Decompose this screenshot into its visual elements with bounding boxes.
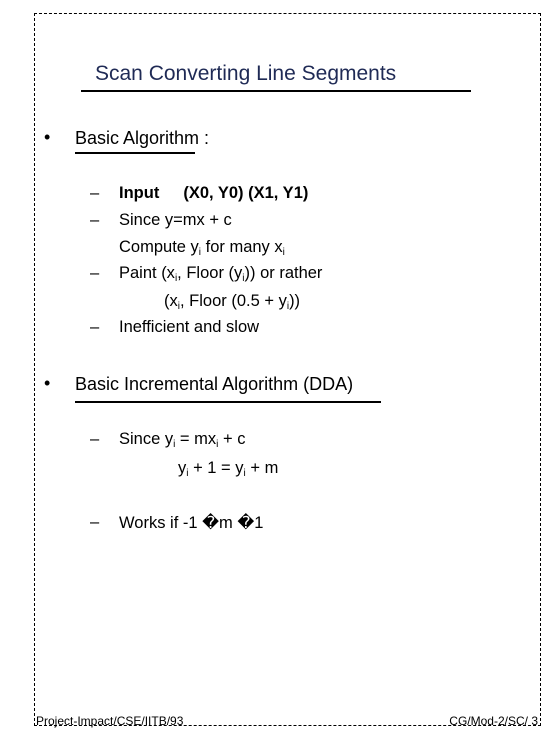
- item-dda-since: Since $y_i = mx_i + c$: [119, 430, 246, 450]
- input-value: (X0, Y0) (X1, Y1): [183, 184, 309, 202]
- bullet-basic-algorithm: Basic Algorithm :: [75, 128, 210, 148]
- item-paint-rather: ($x_i$, Floor $(0.5 + y_i)$): [164, 292, 301, 312]
- dash: –: [90, 264, 100, 282]
- item-compute: Compute $y_i$ for many $x_i$: [119, 238, 285, 258]
- title-underline: [81, 90, 471, 92]
- dash: –: [90, 430, 100, 448]
- dash: –: [90, 211, 100, 229]
- bullet-dot: •: [44, 373, 51, 393]
- bullet-dot: •: [44, 127, 51, 147]
- bullet-underline: [75, 152, 195, 154]
- dash: –: [90, 318, 100, 336]
- bullet-underline: [75, 401, 381, 403]
- item-paint: Paint ($x_i$, Floor $(y_i)$) or rather: [119, 264, 323, 284]
- item-since: Since y=mx + c: [119, 211, 232, 229]
- slide-frame: [34, 13, 541, 726]
- dash: –: [90, 513, 100, 531]
- footer-right: CG/Mod-2/SC/ 3: [449, 714, 538, 728]
- item-works: Works if -1 �m �1: [119, 514, 264, 532]
- item-input: [119, 184, 308, 203]
- bullet-dda: Basic Incremental Algorithm (DDA): [75, 374, 354, 394]
- item-inefficient: Inefficient and slow: [119, 318, 260, 336]
- footer-left: Project-Impact/CSE/IITB/93: [36, 714, 184, 728]
- dash: –: [90, 184, 100, 202]
- item-dda-next: $y_i + 1 = y_i + m$: [178, 459, 279, 479]
- input-label: Input: [119, 184, 160, 202]
- slide-title: Scan Converting Line Segments: [95, 62, 397, 85]
